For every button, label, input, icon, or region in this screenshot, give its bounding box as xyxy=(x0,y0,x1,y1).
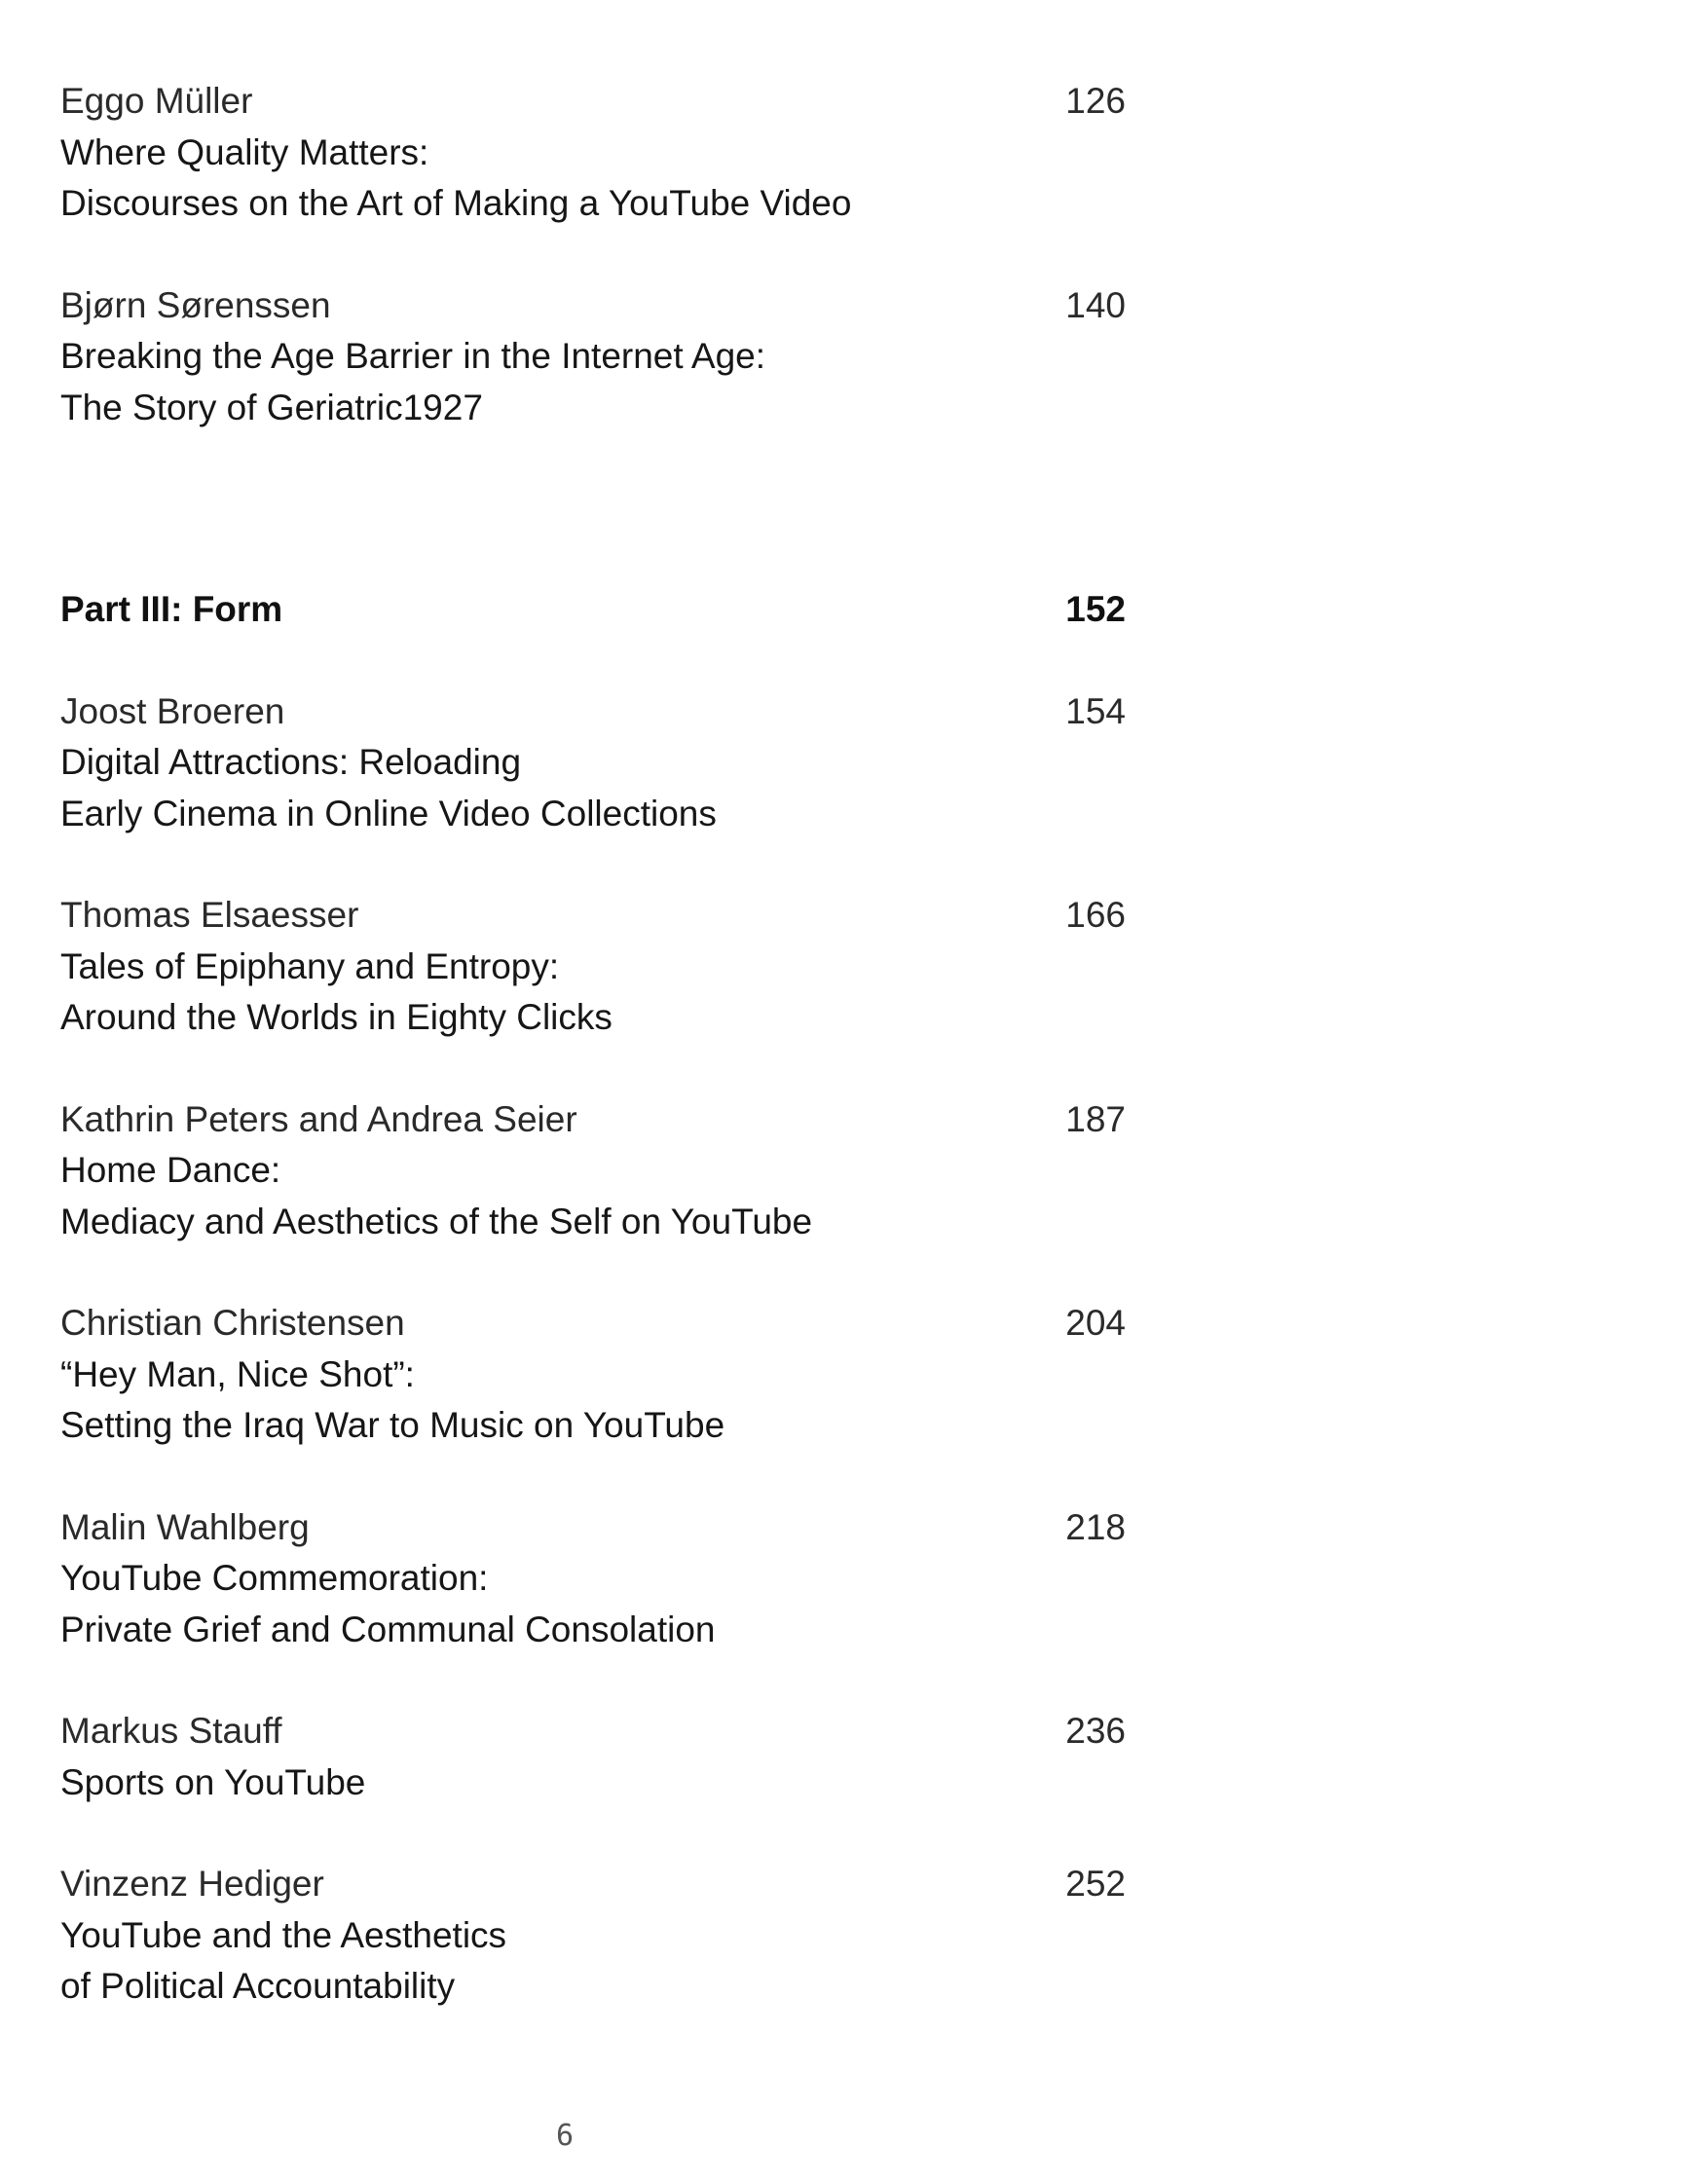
toc-author: Christian Christensen xyxy=(60,1303,405,1343)
toc-title-line: of Political Accountability xyxy=(60,1966,456,2006)
toc-page-number: 236 xyxy=(1065,1711,1126,1751)
toc-title-line: Discourses on the Art of Making a YouTube Video xyxy=(60,183,852,223)
part-label: Part III: Form xyxy=(60,589,283,629)
part-heading xyxy=(60,584,1126,636)
toc-author: Malin Wahlberg xyxy=(60,1506,310,1547)
toc-entry xyxy=(60,890,1126,1044)
toc-title-line: Where Quality Matters: xyxy=(60,131,429,172)
toc-entry xyxy=(60,1706,1126,1808)
toc-title-line: Tales of Epiphany and Entropy: xyxy=(60,945,560,986)
toc-page-number: 187 xyxy=(1065,1098,1126,1139)
toc-title-line: The Story of Geriatric1927 xyxy=(60,387,483,427)
toc-title-line: Sports on YouTube xyxy=(60,1761,366,1802)
toc-entry xyxy=(60,76,1126,230)
toc-entry xyxy=(60,280,1126,434)
toc-page-number: 252 xyxy=(1065,1864,1126,1904)
toc-entry xyxy=(60,686,1126,840)
toc-author: Eggo Müller xyxy=(60,81,253,121)
toc-entry xyxy=(60,1502,1126,1656)
part-page-number: 152 xyxy=(1065,589,1126,629)
table-of-contents xyxy=(60,76,1126,2063)
toc-title-line: Digital Attractions: Reloading xyxy=(60,742,522,782)
page-folio: 6 xyxy=(555,2119,575,2153)
toc-entry xyxy=(60,1094,1126,1248)
toc-entry xyxy=(60,1298,1126,1452)
toc-title-line: Breaking the Age Barrier in the Internet Age: xyxy=(60,336,766,376)
toc-author: Thomas Elsaesser xyxy=(60,895,359,935)
toc-title-line: Mediacy and Aesthetics of the Self on YouTube xyxy=(60,1201,813,1241)
toc-page-number: 140 xyxy=(1065,284,1126,325)
toc-title-line: Home Dance: xyxy=(60,1150,281,1190)
toc-author: Kathrin Peters and Andrea Seier xyxy=(60,1098,577,1139)
toc-title-line: YouTube Commemoration: xyxy=(60,1558,489,1598)
toc-title-line: YouTube and the Aesthetics xyxy=(60,1914,507,1955)
toc-title-line: “Hey Man, Nice Shot”: xyxy=(60,1353,415,1394)
toc-page-number: 218 xyxy=(1065,1506,1126,1547)
toc-page-number: 126 xyxy=(1065,81,1126,121)
toc-title-line: Setting the Iraq War to Music on YouTube xyxy=(60,1405,725,1445)
toc-entry xyxy=(60,1859,1126,2013)
toc-title-line: Private Grief and Communal Consolation xyxy=(60,1609,716,1649)
toc-page-number: 166 xyxy=(1065,895,1126,935)
toc-author: Joost Broeren xyxy=(60,690,285,731)
toc-title-line: Around the Worlds in Eighty Clicks xyxy=(60,997,613,1037)
toc-page-number: 204 xyxy=(1065,1303,1126,1343)
toc-author: Markus Stauff xyxy=(60,1711,282,1751)
toc-title-line: Early Cinema in Online Video Collections xyxy=(60,793,717,833)
toc-author: Bjørn Sørenssen xyxy=(60,284,331,325)
toc-page-number: 154 xyxy=(1065,690,1126,731)
toc-author: Vinzenz Hediger xyxy=(60,1864,324,1904)
